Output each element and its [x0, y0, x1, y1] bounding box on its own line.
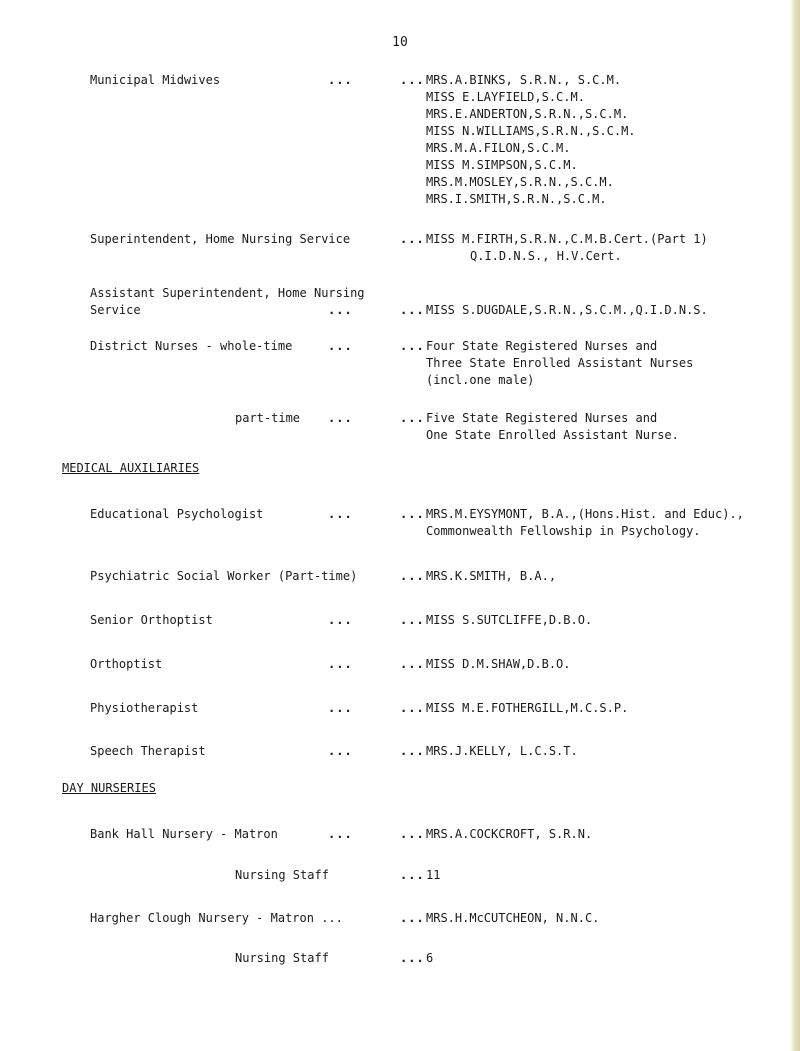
midwife-entry: MISS M.SIMPSON,S.C.M.	[426, 158, 578, 172]
district-nurses-text: Three State Enrolled Assistant Nurses	[426, 356, 694, 370]
leader-dots: ...	[328, 303, 353, 317]
speech-therapist-label: Speech Therapist	[90, 744, 206, 758]
psychiatric-social-worker-name: MRS.K.SMITH, B.A.,	[426, 569, 557, 583]
midwife-entry: MRS.I.SMITH,S.R.N.,S.C.M.	[426, 192, 607, 206]
midwife-entry: MRS.M.A.FILON,S.C.M.	[426, 141, 571, 155]
leader-dots: ...	[328, 73, 353, 87]
leader-dots: ...	[328, 701, 353, 715]
leader-dots: ...	[400, 827, 425, 841]
speech-therapist-name: MRS.J.KELLY, L.C.S.T.	[426, 744, 578, 758]
midwives-label: Municipal Midwives	[90, 73, 221, 87]
assistant-superintendent-name: MISS S.DUGDALE,S.R.N.,S.C.M.,Q.I.D.N.S.	[426, 303, 708, 317]
superintendent-label: Superintendent, Home Nursing Service	[90, 232, 351, 246]
midwife-entry: MISS N.WILLIAMS,S.R.N.,S.C.M.	[426, 124, 636, 138]
educational-psychologist-fellowship: Commonwealth Fellowship in Psychology.	[426, 524, 701, 538]
hargher-clough-matron-name: MRS.H.McCUTCHEON, N.N.C.	[426, 911, 600, 925]
part-time-label: part-time	[235, 411, 301, 425]
leader-dots: ...	[400, 339, 425, 353]
leader-dots: ...	[400, 411, 425, 425]
midwife-entry: MRS.A.BINKS, S.R.N., S.C.M.	[426, 73, 622, 87]
leader-dots: ...	[400, 868, 425, 882]
leader-dots: ...	[400, 507, 425, 521]
midwife-entry: MRS.E.ANDERTON,S.R.N.,S.C.M.	[426, 107, 629, 121]
leader-dots: ...	[400, 911, 425, 925]
assistant-superintendent-label: Assistant Superintendent, Home Nursing	[90, 286, 365, 300]
bank-hall-matron-label: Bank Hall Nursery - Matron	[90, 827, 278, 841]
superintendent-name: MISS M.FIRTH,S.R.N.,C.M.B.Cert.(Part 1)	[426, 232, 708, 246]
superintendent-qualifications: Q.I.D.N.S., H.V.Cert.	[470, 249, 622, 263]
leader-dots: ...	[400, 657, 425, 671]
bank-hall-matron-name: MRS.A.COCKCROFT, S.R.N.	[426, 827, 593, 841]
bank-hall-staff-count: 11	[426, 868, 441, 882]
senior-orthoptist-name: MISS S.SUTCLIFFE,D.B.O.	[426, 613, 593, 627]
midwife-entry: MISS E.LAYFIELD,S.C.M.	[426, 90, 585, 104]
psychiatric-social-worker-label: Psychiatric Social Worker (Part-time)	[90, 569, 358, 583]
leader-dots: ...	[328, 657, 353, 671]
leader-dots: ...	[328, 411, 353, 425]
physiotherapist-label: Physiotherapist	[90, 701, 199, 715]
orthoptist-label: Orthoptist	[90, 657, 163, 671]
page-edge-shading	[790, 0, 800, 1051]
leader-dots: ...	[400, 613, 425, 627]
leader-dots: ...	[400, 73, 425, 87]
leader-dots: ...	[400, 951, 425, 965]
district-nurses-text: Four State Registered Nurses and	[426, 339, 658, 353]
hargher-clough-staff-label: Nursing Staff	[235, 951, 329, 965]
leader-dots: ...	[328, 507, 353, 521]
educational-psychologist-name: MRS.M.EYSYMONT, B.A.,(Hons.Hist. and Educ).,	[426, 507, 744, 521]
leader-dots: ...	[400, 744, 425, 758]
assistant-superintendent-label-cont: Service	[90, 303, 141, 317]
medical-auxiliaries-heading: MEDICAL AUXILIARIES	[62, 461, 200, 475]
leader-dots: ...	[400, 569, 425, 583]
leader-dots: ...	[328, 339, 353, 353]
day-nurseries-heading: DAY NURSERIES	[62, 781, 156, 795]
physiotherapist-name: MISS M.E.FOTHERGILL,M.C.S.P.	[426, 701, 629, 715]
page-number: 10	[392, 35, 408, 50]
orthoptist-name: MISS D.M.SHAW,D.B.O.	[426, 657, 571, 671]
educational-psychologist-label: Educational Psychologist	[90, 507, 264, 521]
leader-dots: ...	[328, 827, 353, 841]
leader-dots: ...	[400, 701, 425, 715]
hargher-clough-staff-count: 6	[426, 951, 434, 965]
midwife-entry: MRS.M.MOSLEY,S.R.N.,S.C.M.	[426, 175, 614, 189]
district-nurses-text: (incl.one male)	[426, 373, 535, 387]
district-nurses-label: District Nurses - whole-time	[90, 339, 293, 353]
leader-dots: ...	[400, 303, 425, 317]
leader-dots: ...	[400, 232, 425, 246]
leader-dots: ...	[328, 744, 353, 758]
hargher-clough-matron-label: Hargher Clough Nursery - Matron ...	[90, 911, 343, 925]
part-time-text: Five State Registered Nurses and	[426, 411, 658, 425]
part-time-text: One State Enrolled Assistant Nurse.	[426, 428, 679, 442]
bank-hall-staff-label: Nursing Staff	[235, 868, 329, 882]
senior-orthoptist-label: Senior Orthoptist	[90, 613, 213, 627]
leader-dots: ...	[328, 613, 353, 627]
